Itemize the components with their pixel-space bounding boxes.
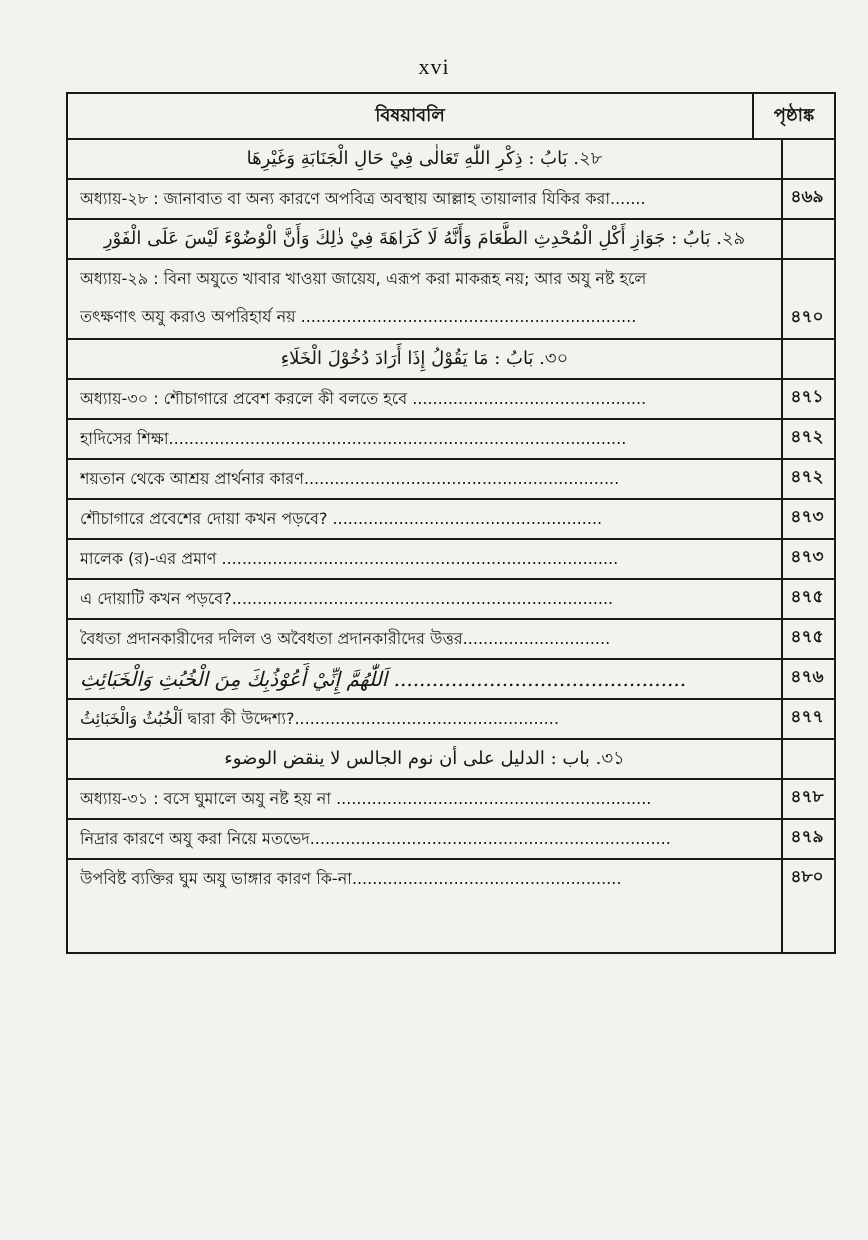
table-row[interactable] — [68, 860, 834, 898]
entry-title: اَلْخُبُثُ وَالْخَبَائِثُ দ্বারা কী উদ্দেশ্য?.................................................... — [80, 708, 559, 728]
table-row[interactable] — [68, 780, 834, 820]
table-row[interactable] — [68, 540, 834, 580]
table-row[interactable] — [68, 820, 834, 860]
entry-title: এ দোয়াটি কখন পড়বে?........................................................................... — [80, 588, 614, 608]
entry-title: মালেক (র)-এর প্রমাণ .............................................................................. — [80, 548, 619, 568]
chapter-heading-29: ২৯. بَابُ : جَوَازِ أَكْلِ الْمُحْدِثِ الطَّعَامَ وَأَنَّهُ لَا كَرَاهَةَ فِيْ ذٰلِكَ وَأَنَّ الْوُضُوْءَ لَيْسَ عَلَى الْفَوْرِ — [68, 220, 781, 260]
entry-title: অধ্যায়-৩১ : বসে ঘুমালে অযু নষ্ট হয় না .............................................................. — [80, 788, 652, 808]
entry-page: ৪৭৯ — [790, 827, 824, 847]
entry-title: নিদ্রার কারণে অযু করা নিয়ে মতভেদ....................................................................... — [80, 828, 671, 848]
entry-title: অধ্যায়-৩০ : শৌচাগারে প্রবেশ করলে কী বলতে হবে .............................................. — [80, 388, 647, 408]
subject-column-header: বিষয়াবলি — [68, 94, 754, 138]
chapter-page-cell — [781, 740, 834, 780]
chapter-heading-28: ২৮. بَابُ : ذِكْرِ اللّٰهِ تَعَالٰى فِيْ حَالِ الْجَنَابَةِ وَغَيْرِهَا — [68, 140, 781, 180]
entry-page: ৪৬৯ — [790, 187, 824, 207]
table-row[interactable] — [68, 460, 834, 500]
entry-title: অধ্যায়-২৮ : জানাবাত বা অন্য কারণে অপবিত্র অবস্থায় আল্লাহ তায়ালার যিকির করা....... — [80, 188, 646, 208]
entry-page: ৪৭৫ — [790, 627, 824, 647]
table-body — [68, 140, 834, 954]
entry-page: ৪৭৫ — [790, 587, 824, 607]
entry-title: শয়তান থেকে আশ্রয় প্রার্থনার কারণ.............................................................. — [80, 468, 620, 488]
table-row[interactable] — [68, 380, 834, 420]
entry-title: হাদিসের শিক্ষা.......................................................................................... — [80, 428, 627, 448]
entry-page: ৪৭৩ — [790, 547, 824, 567]
table-header — [68, 94, 834, 140]
entry-page: ৪৭০ — [790, 307, 824, 327]
table-row[interactable] — [68, 420, 834, 460]
entry-title-line-1: অধ্যায়-২৯ : বিনা অযুতে খাবার খাওয়া জায়েয, এরূপ করা মাকরূহ নয়; আর অযু নষ্ট হলে — [80, 268, 647, 288]
chapter-heading-31: ৩১. باب : الدليل على أن نوم الجالس لا ينقض الوضوء — [68, 740, 781, 780]
table-row[interactable] — [68, 180, 834, 220]
entry-page: ৪৭১ — [790, 387, 824, 407]
entry-page: ৪৭৮ — [790, 787, 824, 807]
entry-page: ৪৭৩ — [790, 507, 824, 527]
table-of-contents — [66, 92, 836, 954]
chapter-page-cell — [781, 220, 834, 260]
entry-page: ৪৭২ — [790, 467, 824, 487]
entry-title: বৈধতা প্রদানকারীদের দলিল ও অবৈধতা প্রদানকারীদের উত্তর............................. — [80, 628, 611, 648]
chapter-heading-30: ৩০. بَابُ : مَا يَقُوْلُ إِذَا أَرَادَ دُخُوْلَ الْخَلَاءِ — [68, 340, 781, 380]
entry-title-line-2: তৎক্ষণাৎ অযু করাও অপরিহার্য নয় .................................................................. — [80, 306, 637, 326]
page-column-header: পৃষ্ঠাঙ্ক — [773, 104, 815, 126]
chapter-page-cell — [781, 340, 834, 380]
table-row[interactable] — [68, 620, 834, 660]
entry-title: উপবিষ্ট ব্যক্তির ঘুম অযু ভাঙ্গার কারণ কি-না..................................................... — [80, 868, 622, 888]
table-row[interactable] — [68, 580, 834, 620]
table-row[interactable] — [68, 660, 834, 700]
chapter-page-cell — [781, 140, 834, 180]
entry-page: ৪৭৭ — [790, 707, 824, 727]
entry-page: ৪৭৬ — [790, 667, 824, 687]
table-row[interactable] — [68, 500, 834, 540]
entry-title-arabic: اَللّٰهُمَّ إِنِّيْ أَعُوْذُبِكَ مِنَ الْخُبُثِ وَالْخَبَائِثِ .............................................. — [80, 667, 687, 691]
entry-title: শৌচাগারে প্রবেশের দোয়া কখন পড়বে? ..................................................... — [80, 508, 603, 528]
entry-page: ৪৮০ — [790, 867, 824, 887]
page-number: xvi — [418, 54, 450, 79]
table-row[interactable] — [68, 260, 834, 340]
entry-page: ৪৭২ — [790, 427, 824, 447]
table-row[interactable] — [68, 700, 834, 740]
